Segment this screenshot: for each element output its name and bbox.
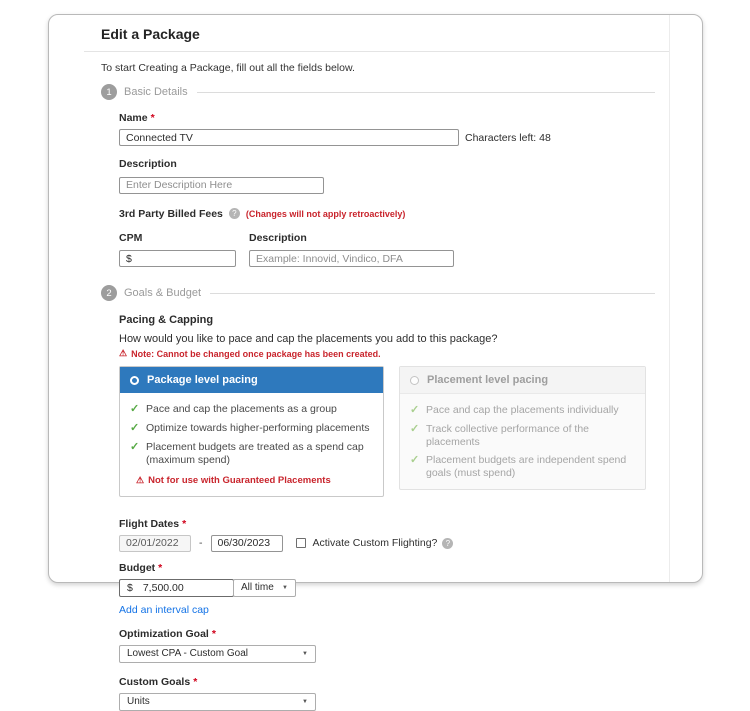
custom-goals-label: Custom Goals bbox=[119, 675, 191, 688]
description-label: Description bbox=[119, 158, 177, 170]
warning-text: Not for use with Guaranteed Placements bbox=[148, 474, 331, 486]
budget-label: Budget bbox=[119, 561, 156, 574]
placement-level-pacing-card bbox=[399, 366, 646, 490]
placement-pacing-details bbox=[400, 394, 645, 489]
required-marker: * bbox=[150, 112, 155, 124]
required-marker: * bbox=[193, 675, 198, 688]
chevron-down-icon: ▼ bbox=[302, 698, 308, 705]
required-marker: * bbox=[158, 561, 163, 574]
guaranteed-placements-warning bbox=[136, 475, 371, 486]
intro-text: To start Creating a Package, fill out all the fields below. bbox=[101, 62, 355, 74]
warning-icon: ⚠ bbox=[136, 474, 145, 485]
required-marker: * bbox=[211, 627, 216, 640]
check-icon: ✓ bbox=[130, 421, 140, 434]
bullet-text: Pace and cap the placements individually bbox=[426, 404, 619, 416]
custom-goals-value: Units bbox=[127, 696, 150, 708]
budget-interval-select[interactable] bbox=[233, 579, 296, 597]
package-level-pacing-card bbox=[119, 366, 384, 497]
section-goals-budget bbox=[101, 285, 655, 301]
pacing-question: How would you like to pace and cap the placements you add to this package? bbox=[119, 333, 498, 345]
section-1-label: Basic Details bbox=[124, 86, 188, 98]
list-item bbox=[130, 422, 371, 436]
pacing-note bbox=[119, 348, 669, 359]
bullet-text: Pace and cap the placements as a group bbox=[146, 403, 337, 415]
section-1-number-badge: 1 bbox=[101, 84, 117, 100]
page-title: Edit a Package bbox=[101, 26, 200, 42]
section-basic-details bbox=[101, 84, 655, 100]
check-icon: ✓ bbox=[130, 403, 140, 415]
flight-end-date-input[interactable] bbox=[211, 535, 283, 552]
package-pacing-title: Package level pacing bbox=[147, 374, 258, 386]
edit-package-panel bbox=[48, 14, 703, 708]
panel-header bbox=[84, 15, 669, 52]
currency-symbol: $ bbox=[127, 581, 133, 594]
flight-dates-row bbox=[119, 535, 669, 552]
section-2-number-badge: 2 bbox=[101, 285, 117, 301]
check-icon: ✓ bbox=[410, 404, 420, 416]
basic-details-fields bbox=[119, 112, 669, 267]
goals-budget-fields bbox=[119, 314, 669, 711]
list-item bbox=[130, 403, 371, 417]
bullet-text: Placement budgets are independent spend goals (must spend) bbox=[426, 454, 627, 480]
fees-description-label: Description bbox=[249, 231, 307, 244]
section-divider bbox=[210, 293, 655, 294]
flight-start-date-input[interactable] bbox=[119, 535, 191, 552]
radio-unselected-icon[interactable] bbox=[410, 376, 419, 385]
pacing-capping-heading: Pacing & Capping bbox=[119, 314, 214, 326]
chevron-down-icon: ▼ bbox=[282, 584, 288, 591]
date-range-separator: - bbox=[199, 537, 203, 550]
name-label: Name bbox=[119, 112, 148, 124]
fees-info-icon[interactable]: ? bbox=[229, 208, 240, 219]
pacing-options bbox=[119, 366, 669, 497]
list-item bbox=[410, 404, 633, 418]
list-item bbox=[130, 441, 371, 467]
required-marker: * bbox=[182, 517, 187, 530]
section-2-label: Goals & Budget bbox=[124, 287, 202, 299]
fees-retroactive-note: (Changes will not apply retroactively) bbox=[245, 208, 406, 219]
third-party-fees-label: 3rd Party Billed Fees bbox=[119, 207, 223, 220]
bullet-text: Placement budgets are treated as a spend cap (maximum spend) bbox=[146, 440, 364, 466]
cpm-input[interactable] bbox=[119, 250, 236, 267]
bullet-text: Optimize towards higher-performing placements bbox=[146, 421, 370, 434]
radio-selected-icon[interactable] bbox=[130, 376, 139, 385]
check-icon: ✓ bbox=[410, 454, 420, 466]
list-item bbox=[410, 423, 633, 449]
flight-dates-label: Flight Dates bbox=[119, 517, 180, 530]
cpm-label: CPM bbox=[119, 231, 143, 244]
package-pacing-details bbox=[120, 393, 383, 496]
placement-level-pacing-option[interactable] bbox=[400, 367, 645, 394]
budget-row bbox=[119, 579, 669, 597]
characters-left-counter: Characters left: 48 bbox=[465, 131, 551, 144]
chevron-down-icon: ▼ bbox=[302, 650, 308, 657]
section-divider bbox=[197, 92, 655, 93]
add-interval-cap-link[interactable]: Add an interval cap bbox=[119, 603, 209, 616]
bullet-text: Track collective performance of the placements bbox=[426, 422, 590, 448]
warning-icon: ⚠ bbox=[119, 348, 128, 358]
list-item bbox=[410, 454, 633, 480]
fees-description-input[interactable] bbox=[249, 250, 454, 267]
custom-goals-select[interactable] bbox=[119, 693, 316, 711]
custom-flighting-checkbox[interactable] bbox=[296, 538, 306, 548]
check-icon: ✓ bbox=[130, 440, 140, 453]
form-content bbox=[49, 15, 670, 708]
description-input[interactable] bbox=[119, 177, 324, 194]
optimization-goal-value: Lowest CPA - Custom Goal bbox=[127, 648, 248, 660]
budget-amount-value: 7,500.00 bbox=[142, 581, 184, 594]
package-level-pacing-option[interactable] bbox=[120, 367, 383, 393]
optimization-goal-select[interactable] bbox=[119, 645, 316, 663]
check-icon: ✓ bbox=[410, 422, 420, 435]
placement-pacing-title: Placement level pacing bbox=[427, 374, 549, 386]
pacing-note-text: Note: Cannot be changed once package has been created. bbox=[131, 348, 381, 359]
custom-flighting-label: Activate Custom Flighting? bbox=[312, 537, 438, 550]
budget-interval-value: All time bbox=[241, 582, 274, 594]
name-input[interactable] bbox=[119, 129, 459, 146]
flighting-info-icon[interactable]: ? bbox=[442, 538, 453, 549]
budget-amount-input[interactable] bbox=[119, 579, 234, 597]
optimization-goal-label: Optimization Goal bbox=[119, 627, 209, 640]
